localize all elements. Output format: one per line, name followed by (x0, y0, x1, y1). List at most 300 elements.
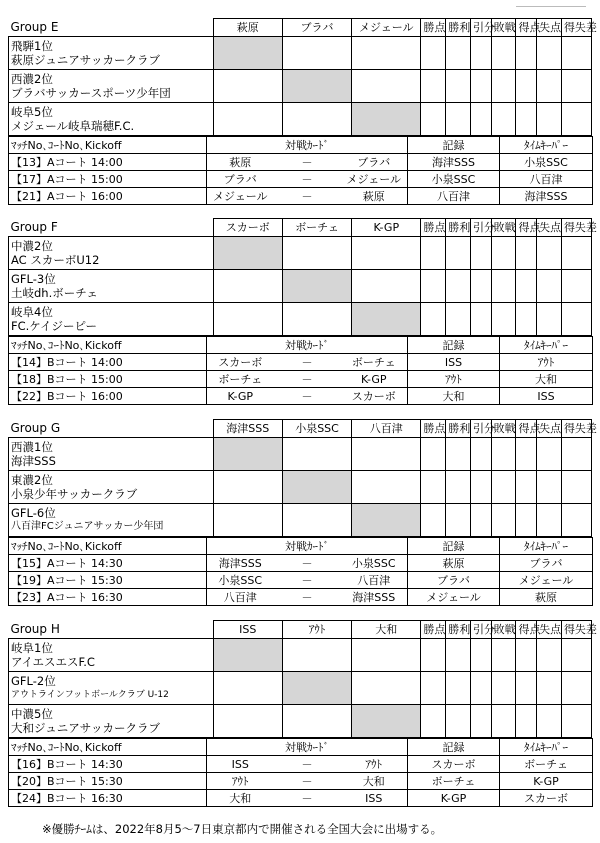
stat-header: 引分 (471, 420, 492, 438)
home-team: ｱｳﾄ (207, 773, 274, 790)
stat-header: 勝利 (446, 420, 471, 438)
away-team: メジェール (341, 171, 408, 188)
stat-header: 勝利 (446, 19, 471, 37)
match-row (9, 572, 593, 589)
match-number: 【22】Bコート 16:00 (9, 388, 207, 405)
stat-header: 得点 (516, 420, 537, 438)
stat-cell (446, 504, 471, 537)
opponent-column-header: ｱｳﾄ (282, 621, 351, 639)
stat-cell (491, 37, 516, 70)
team-qualifier: GFL-3位 (11, 272, 56, 286)
stat-cell (516, 705, 537, 738)
stat-cell (421, 270, 446, 303)
record-header: 記録 (408, 137, 500, 154)
match-row (9, 773, 593, 790)
stat-cell (537, 471, 562, 504)
match-info-header: ﾏｯﾁNo､ｺｰﾄNo､Kickoff (9, 137, 207, 154)
result-cell (282, 438, 351, 471)
timekeeper-team: ブラバ (500, 555, 593, 572)
standings-table (8, 419, 597, 537)
team-row (9, 705, 592, 738)
team-row (9, 237, 592, 270)
self-match-cell (282, 672, 351, 705)
group-title: Group E (9, 19, 214, 37)
team-row (9, 270, 592, 303)
stat-cell (537, 103, 562, 136)
record-header: 記録 (408, 337, 500, 354)
match-header-row (9, 137, 593, 154)
stat-cell (446, 705, 471, 738)
team-qualifier: 岐阜4位 (11, 305, 53, 319)
standings-header-row (9, 19, 592, 37)
away-team: K-GP (341, 371, 408, 388)
team-name: アウトラインフットボールクラブ U-12 (11, 690, 169, 700)
match-info-header: ﾏｯﾁNo､ｺｰﾄNo､Kickoff (9, 337, 207, 354)
stat-cell (516, 270, 537, 303)
match-row (9, 790, 593, 807)
match-number: 【16】Bコート 14:30 (9, 756, 207, 773)
stat-cell (471, 471, 492, 504)
team-row (9, 37, 592, 70)
stat-cell (491, 303, 516, 336)
away-team: 海津SSS (341, 589, 408, 606)
home-team: 八百津 (207, 589, 274, 606)
team-qualifier: 西濃1位 (11, 440, 53, 454)
result-cell (282, 237, 351, 270)
stat-cell (516, 70, 537, 103)
stat-cell (516, 303, 537, 336)
card-header-spacer (207, 538, 274, 555)
stat-header: 引分 (471, 19, 492, 37)
team-qualifier: 西濃2位 (11, 72, 53, 86)
team-name-cell (9, 270, 214, 303)
match-header-row (9, 739, 593, 756)
timekeeper-team: 海津SSS (500, 188, 593, 205)
team-name-cell (9, 471, 214, 504)
home-team: ブラバ (207, 171, 274, 188)
timekeeper-team: ISS (500, 388, 593, 405)
stat-cell (561, 639, 591, 672)
stat-cell (421, 705, 446, 738)
stat-cell (537, 639, 562, 672)
stat-cell (537, 237, 562, 270)
record-team: スカーボ (408, 756, 500, 773)
match-schedule-table (8, 336, 593, 405)
card-header-spacer (207, 137, 274, 154)
stat-cell (421, 37, 446, 70)
stat-header: 得点 (516, 19, 537, 37)
result-cell (213, 70, 282, 103)
result-cell (282, 705, 351, 738)
versus-dash: － (274, 188, 341, 205)
stat-cell (446, 237, 471, 270)
group-block (8, 218, 597, 405)
keeper-header: ﾀｲﾑｷｰﾊﾟｰ (500, 337, 593, 354)
record-team: ISS (408, 354, 500, 371)
team-name: 大和ジュニアサッカークラブ (11, 721, 161, 735)
stat-cell (537, 37, 562, 70)
record-team: 萩原 (408, 555, 500, 572)
match-number: 【18】Bコート 15:00 (9, 371, 207, 388)
record-team: ｱｳﾄ (408, 371, 500, 388)
away-team: 小泉SSC (341, 555, 408, 572)
result-cell (352, 438, 421, 471)
stat-cell (471, 103, 492, 136)
stat-cell (446, 639, 471, 672)
self-match-cell (282, 471, 351, 504)
team-name-cell (9, 504, 214, 537)
team-name-cell (9, 705, 214, 738)
group-title: Group H (9, 621, 214, 639)
stat-header: 得失差 (561, 621, 591, 639)
stat-cell (421, 504, 446, 537)
stat-header: 引分 (471, 621, 492, 639)
stat-cell (421, 471, 446, 504)
match-row (9, 354, 593, 371)
result-cell (213, 303, 282, 336)
match-row (9, 555, 593, 572)
team-qualifier: 飛騨1位 (11, 39, 53, 53)
keeper-header: ﾀｲﾑｷｰﾊﾟｰ (500, 137, 593, 154)
home-team: ボーチェ (207, 371, 274, 388)
standings-header-row (9, 219, 592, 237)
stat-cell (471, 37, 492, 70)
stat-cell (561, 303, 591, 336)
stat-header: 引分 (471, 219, 492, 237)
stat-cell (516, 672, 537, 705)
stat-cell (561, 237, 591, 270)
timekeeper-team: スカーボ (500, 790, 593, 807)
stat-header: 勝利 (446, 219, 471, 237)
timekeeper-team: 萩原 (500, 589, 593, 606)
team-qualifier: 岐阜1位 (11, 641, 53, 655)
versus-dash: － (274, 371, 341, 388)
standings-table (8, 18, 597, 136)
stat-header: 勝利 (446, 621, 471, 639)
stat-cell (491, 438, 516, 471)
away-team: ISS (341, 790, 408, 807)
team-name: 小泉少年サッカークラブ (11, 487, 138, 501)
timekeeper-team: 八百津 (500, 171, 593, 188)
stat-cell (537, 303, 562, 336)
stat-header: 勝点 (421, 219, 446, 237)
record-team: 八百津 (408, 188, 500, 205)
away-team: ボーチェ (341, 354, 408, 371)
away-team: ブラバ (341, 154, 408, 171)
stat-header: 得点 (516, 219, 537, 237)
versus-dash: － (274, 171, 341, 188)
card-header-spacer (341, 739, 408, 756)
result-cell (352, 639, 421, 672)
team-qualifier: 中濃5位 (11, 707, 53, 721)
match-info-header: ﾏｯﾁNo､ｺｰﾄNo､Kickoff (9, 538, 207, 555)
result-cell (213, 270, 282, 303)
card-header: 対戦ｶｰﾄﾞ (274, 137, 341, 154)
stat-cell (491, 471, 516, 504)
result-cell (213, 672, 282, 705)
match-header-row (9, 337, 593, 354)
opponent-column-header: 海津SSS (213, 420, 282, 438)
team-name-cell (9, 237, 214, 270)
self-match-cell (352, 705, 421, 738)
card-header-spacer (207, 739, 274, 756)
self-match-cell (352, 103, 421, 136)
opponent-column-header: 大和 (352, 621, 421, 639)
stat-cell (491, 672, 516, 705)
stat-cell (491, 504, 516, 537)
timekeeper-team: メジェール (500, 572, 593, 589)
stat-cell (421, 303, 446, 336)
stat-cell (516, 504, 537, 537)
team-name-cell (9, 438, 214, 471)
self-match-cell (282, 270, 351, 303)
versus-dash: － (274, 773, 341, 790)
away-team: 萩原 (341, 188, 408, 205)
stat-cell (421, 237, 446, 270)
self-match-cell (282, 70, 351, 103)
stat-cell (471, 237, 492, 270)
stat-cell (537, 438, 562, 471)
stat-header: 失点 (537, 19, 562, 37)
result-cell (352, 237, 421, 270)
self-match-cell (213, 639, 282, 672)
stat-cell (471, 70, 492, 103)
result-cell (352, 70, 421, 103)
away-team: スカーボ (341, 388, 408, 405)
stat-cell (537, 270, 562, 303)
stat-cell (491, 237, 516, 270)
stat-cell (561, 471, 591, 504)
match-number: 【15】Aコート 14:30 (9, 555, 207, 572)
timekeeper-team: 大和 (500, 371, 593, 388)
stat-cell (471, 438, 492, 471)
stat-cell (561, 70, 591, 103)
record-team: ブラバ (408, 572, 500, 589)
stat-cell (421, 438, 446, 471)
stat-cell (471, 504, 492, 537)
stat-cell (516, 639, 537, 672)
match-row (9, 589, 593, 606)
versus-dash: － (274, 354, 341, 371)
card-header: 対戦ｶｰﾄﾞ (274, 538, 341, 555)
home-team: 海津SSS (207, 555, 274, 572)
match-schedule-table (8, 738, 593, 807)
stat-cell (421, 103, 446, 136)
opponent-column-header: ISS (213, 621, 282, 639)
stat-cell (537, 504, 562, 537)
match-number: 【14】Bコート 14:00 (9, 354, 207, 371)
home-team: 大和 (207, 790, 274, 807)
team-row (9, 639, 592, 672)
team-name-cell (9, 672, 214, 705)
team-row (9, 471, 592, 504)
stat-header: 勝点 (421, 420, 446, 438)
team-row (9, 504, 592, 537)
opponent-column-header: 萩原 (213, 19, 282, 37)
match-number: 【24】Bコート 16:30 (9, 790, 207, 807)
match-schedule-table (8, 537, 593, 606)
match-number: 【17】Aコート 15:00 (9, 171, 207, 188)
timekeeper-team: K-GP (500, 773, 593, 790)
home-team: K-GP (207, 388, 274, 405)
self-match-cell (352, 303, 421, 336)
record-header: 記録 (408, 739, 500, 756)
team-name-cell (9, 37, 214, 70)
opponent-column-header: ボーチェ (282, 219, 351, 237)
stat-cell (446, 103, 471, 136)
home-team: 萩原 (207, 154, 274, 171)
card-header: 対戦ｶｰﾄﾞ (274, 337, 341, 354)
team-name: アイエスエスF.C (11, 655, 95, 669)
match-number: 【20】Bコート 15:30 (9, 773, 207, 790)
result-cell (213, 471, 282, 504)
stat-cell (446, 471, 471, 504)
standings-header-row (9, 420, 592, 438)
self-match-cell (213, 237, 282, 270)
team-name: 八百津FCジュニアサッカー少年団 (11, 521, 164, 532)
stat-cell (471, 270, 492, 303)
team-row (9, 672, 592, 705)
standings-table (8, 218, 597, 336)
keeper-header: ﾀｲﾑｷｰﾊﾟｰ (500, 538, 593, 555)
result-cell (282, 103, 351, 136)
stat-cell (516, 438, 537, 471)
opponent-column-header: K-GP (352, 219, 421, 237)
versus-dash: － (274, 388, 341, 405)
home-team: 小泉SSC (207, 572, 274, 589)
stat-cell (446, 70, 471, 103)
match-number: 【21】Aコート 16:00 (9, 188, 207, 205)
keeper-header: ﾀｲﾑｷｰﾊﾟｰ (500, 739, 593, 756)
versus-dash: － (274, 154, 341, 171)
stat-header: 敗戦 (491, 19, 516, 37)
stat-header: 勝点 (421, 19, 446, 37)
result-cell (352, 471, 421, 504)
stat-cell (421, 639, 446, 672)
stat-cell (491, 70, 516, 103)
stat-cell (491, 705, 516, 738)
stat-cell (561, 438, 591, 471)
record-team: ボーチェ (408, 773, 500, 790)
result-cell (282, 37, 351, 70)
stat-cell (516, 471, 537, 504)
match-row (9, 388, 593, 405)
team-name: FC.ケイジーピー (11, 319, 98, 333)
team-name: 萩原ジュニアサッカークラブ (11, 53, 161, 67)
stat-header: 敗戦 (491, 219, 516, 237)
stat-header: 敗戦 (491, 420, 516, 438)
result-cell (352, 37, 421, 70)
away-team: ｱｳﾄ (341, 756, 408, 773)
match-header-row (9, 538, 593, 555)
opponent-column-header: 小泉SSC (282, 420, 351, 438)
team-row (9, 103, 592, 136)
team-name-cell (9, 70, 214, 103)
stat-cell (471, 303, 492, 336)
team-qualifier: 中濃2位 (11, 239, 53, 253)
group-title: Group F (9, 219, 214, 237)
result-cell (213, 504, 282, 537)
stat-cell (561, 504, 591, 537)
card-header-spacer (207, 337, 274, 354)
card-header: 対戦ｶｰﾄﾞ (274, 739, 341, 756)
stat-cell (446, 438, 471, 471)
stat-header: 失点 (537, 219, 562, 237)
card-header-spacer (341, 137, 408, 154)
stat-cell (516, 103, 537, 136)
stat-cell (446, 37, 471, 70)
result-cell (213, 103, 282, 136)
match-info-header: ﾏｯﾁNo､ｺｰﾄNo､Kickoff (9, 739, 207, 756)
match-row (9, 756, 593, 773)
self-match-cell (213, 37, 282, 70)
result-cell (213, 705, 282, 738)
versus-dash: － (274, 589, 341, 606)
team-name: 土岐dh.ボーチェ (11, 286, 98, 300)
standings-table (8, 620, 597, 738)
stat-cell (561, 103, 591, 136)
stat-cell (491, 103, 516, 136)
versus-dash: － (274, 756, 341, 773)
stat-cell (516, 237, 537, 270)
result-cell (352, 672, 421, 705)
match-number: 【13】Aコート 14:00 (9, 154, 207, 171)
versus-dash: － (274, 555, 341, 572)
self-match-cell (213, 438, 282, 471)
stat-cell (516, 37, 537, 70)
top-corner-line (516, 0, 586, 7)
team-name: メジェール岐阜瑞穂F.C. (11, 119, 135, 133)
result-cell (282, 303, 351, 336)
timekeeper-team: 小泉SSC (500, 154, 593, 171)
team-qualifier: GFL-6位 (11, 506, 56, 520)
stat-header: 得失差 (561, 19, 591, 37)
stat-header: 得失差 (561, 420, 591, 438)
match-row (9, 371, 593, 388)
opponent-column-header: 八百津 (352, 420, 421, 438)
match-number: 【19】Aコート 15:30 (9, 572, 207, 589)
opponent-column-header: メジェール (352, 19, 421, 37)
stat-cell (491, 270, 516, 303)
standings-header-row (9, 621, 592, 639)
result-cell (282, 504, 351, 537)
stat-cell (561, 672, 591, 705)
team-name-cell (9, 639, 214, 672)
stat-cell (561, 37, 591, 70)
stat-header: 失点 (537, 621, 562, 639)
team-name: 海津SSS (11, 454, 56, 468)
opponent-column-header: スカーボ (213, 219, 282, 237)
footer-note: ※優勝ﾁｰﾑは、2022年8月5～7日東京都内で開催される全国大会に出場する。 (42, 822, 443, 836)
team-row (9, 70, 592, 103)
match-row (9, 188, 593, 205)
team-name: ブラバサッカースポーツ少年団 (11, 86, 171, 100)
match-row (9, 171, 593, 188)
stat-header: 失点 (537, 420, 562, 438)
home-team: メジェール (207, 188, 274, 205)
home-team: ISS (207, 756, 274, 773)
record-team: 小泉SSC (408, 171, 500, 188)
card-header-spacer (341, 538, 408, 555)
team-qualifier: 東濃2位 (11, 473, 53, 487)
stat-cell (537, 70, 562, 103)
match-row (9, 154, 593, 171)
stat-header: 得点 (516, 621, 537, 639)
stat-cell (471, 705, 492, 738)
stat-cell (471, 672, 492, 705)
stat-cell (446, 672, 471, 705)
versus-dash: － (274, 790, 341, 807)
